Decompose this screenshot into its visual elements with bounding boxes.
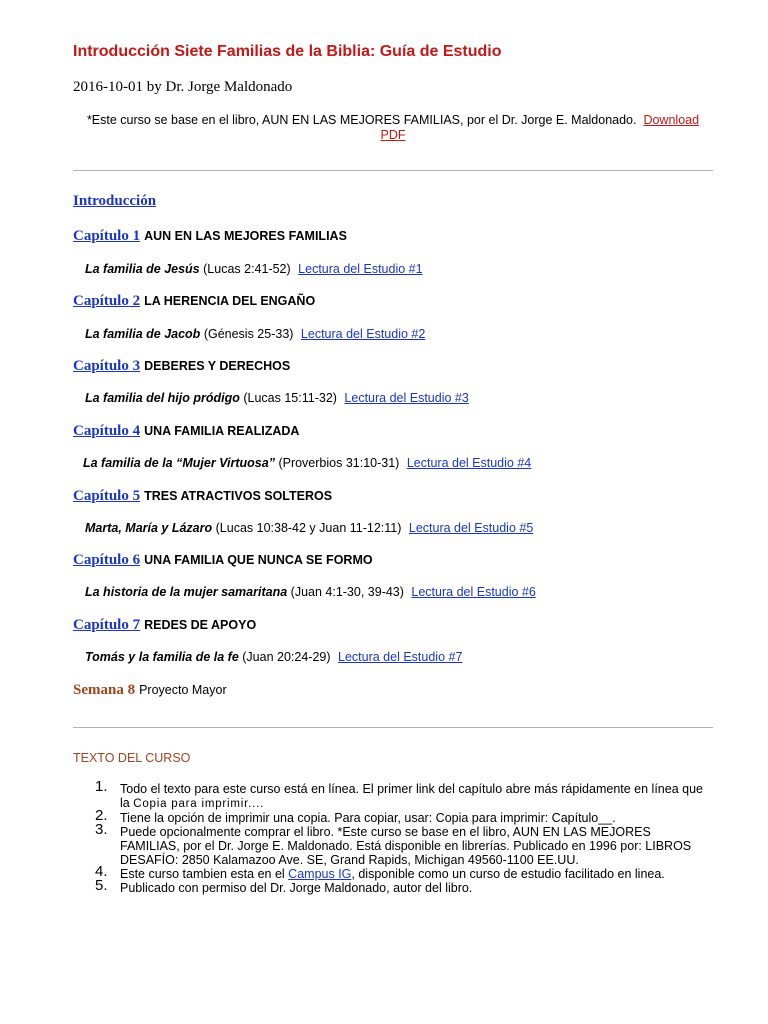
chapter-3-ref: (Lucas 15:11-32): [243, 391, 337, 405]
divider: [73, 727, 713, 728]
chapter-7-link[interactable]: Capítulo 7: [73, 617, 141, 633]
chapter-6-study-link[interactable]: Lectura del Estudio #6: [411, 585, 536, 599]
byline: 2016-10-01 by Dr. Jorge Maldonado: [73, 79, 293, 95]
chapter-4-ref: (Proverbios 31:10-31): [278, 456, 400, 470]
chapter-7: [73, 616, 256, 634]
chapter-1: [73, 227, 347, 245]
chapter-5-study: [85, 521, 533, 535]
chapter-1-link[interactable]: Capítulo 1: [73, 228, 141, 244]
chapter-6-link[interactable]: Capítulo 6: [73, 552, 141, 568]
texto-heading: TEXTO DEL CURSO: [73, 751, 191, 765]
chapter-1-study-link[interactable]: Lectura del Estudio #1: [298, 262, 423, 276]
chapter-7-title: REDES DE APOYO: [144, 618, 257, 632]
chapter-6-ref: (Juan 4:1-30, 39-43): [290, 585, 404, 599]
chapter-4-family: La familia de la “Mujer Virtuosa”: [83, 456, 275, 470]
semana-8-label: Semana 8: [73, 682, 136, 698]
chapter-6-study: [85, 585, 536, 599]
divider: [73, 170, 713, 171]
chapter-5-study-link[interactable]: Lectura del Estudio #5: [408, 521, 534, 535]
chapter-6-title: UNA FAMILIA QUE NUNCA SE FORMO: [144, 553, 373, 567]
course-text-list: [73, 778, 713, 895]
chapter-5: [73, 487, 332, 505]
download-pdf-link[interactable]: Download PDF: [380, 113, 700, 142]
chapter-6-family: La historia de la mujer samaritana: [85, 585, 288, 599]
chapter-7-ref: (Juan 20:24-29): [242, 650, 331, 664]
list-item: 3. Puede opcionalmente comprar el libro. *Este curso se base en el libro, AUN EN LAS MEJORES FAMILIAS, por el Dr. Jorge E. Maldonado. Está disponible en librerías. Publicado en 1996 por: LIBROS DESAFÍO: 2850 Kalamazoo Ave. SE, Grand Rapids, Michigan 49560-1100 EE.UU.: [95, 821, 692, 867]
semana-8-text: Proyecto Mayor: [139, 683, 227, 697]
chapter-1-ref: (Lucas 2:41-52): [203, 262, 291, 276]
chapter-2: [73, 292, 315, 310]
chapter-1-title: AUN EN LAS MEJORES FAMILIAS: [144, 229, 347, 243]
chapter-2-link[interactable]: Capítulo 2: [73, 293, 141, 309]
chapter-3-title: DEBERES Y DERECHOS: [144, 359, 291, 373]
chapter-4-study: [83, 456, 531, 470]
chapter-7-study-link[interactable]: Lectura del Estudio #7: [338, 650, 463, 664]
chapter-7-study: [85, 650, 462, 664]
chapter-4: [73, 422, 299, 440]
chapter-1-study: [85, 262, 423, 276]
chapter-5-link[interactable]: Capítulo 5: [73, 488, 141, 504]
list-item: 4. Este curso tambien esta en el Campus IG, disponible como un curso de estudio facilitado en linea.: [95, 863, 665, 881]
chapter-3-study: [85, 391, 469, 405]
semana-8: [73, 681, 227, 699]
chapter-4-study-link[interactable]: Lectura del Estudio #4: [406, 456, 532, 470]
list-item: 1. Todo el texto para este curso está en línea. El primer link del capítulo abre más rápidamente en línea que la Copia para imprimir....: [95, 778, 703, 810]
chapter-5-family: Marta, María y Lázaro: [85, 521, 213, 535]
chapter-3-study-link[interactable]: Lectura del Estudio #3: [344, 391, 469, 405]
chapter-2-ref: (Génesis 25-33): [203, 327, 294, 341]
chapter-3-link[interactable]: Capítulo 3: [73, 358, 141, 374]
chapter-3-family: La familia del hijo pródigo: [85, 391, 240, 405]
introduction-link[interactable]: Introducción: [73, 193, 157, 209]
chapter-3: [73, 357, 290, 375]
campus-ig-link[interactable]: Campus IG: [288, 867, 352, 881]
chapter-4-title: UNA FAMILIA REALIZADA: [144, 424, 300, 438]
list-item: 2. Tiene la opción de imprimir una copia. Para copiar, usar: Copia para imprimir: Capítulo__.: [95, 807, 616, 825]
chapter-4-link[interactable]: Capítulo 4: [73, 423, 141, 439]
chapter-2-study: [85, 327, 425, 341]
chapter-2-title: LA HERENCIA DEL ENGAÑO: [144, 294, 316, 308]
list-item: 5. Publicado con permiso del Dr. Jorge Maldonado, autor del libro.: [95, 877, 473, 895]
chapter-2-study-link[interactable]: Lectura del Estudio #2: [300, 327, 426, 341]
chapter-6: [73, 551, 373, 569]
chapter-1-family: La familia de Jesús: [85, 262, 200, 276]
chapter-7-family: Tomás y la familia de la fe: [85, 650, 239, 664]
page-title: Introducción Siete Familias de la Biblia: Guía de Estudio: [73, 43, 502, 60]
chapter-5-ref: (Lucas 10:38-42 y Juan 11-12:11): [215, 521, 402, 535]
chapter-5-title: TRES ATRACTIVOS SOLTEROS: [144, 489, 333, 503]
course-note-text: *Este curso se base en el libro, AUN EN LAS MEJORES FAMILIAS, por el Dr. Jorge E. Maldonado.: [86, 113, 637, 127]
course-note: [73, 113, 713, 143]
chapter-2-family: La familia de Jacob: [85, 327, 201, 341]
